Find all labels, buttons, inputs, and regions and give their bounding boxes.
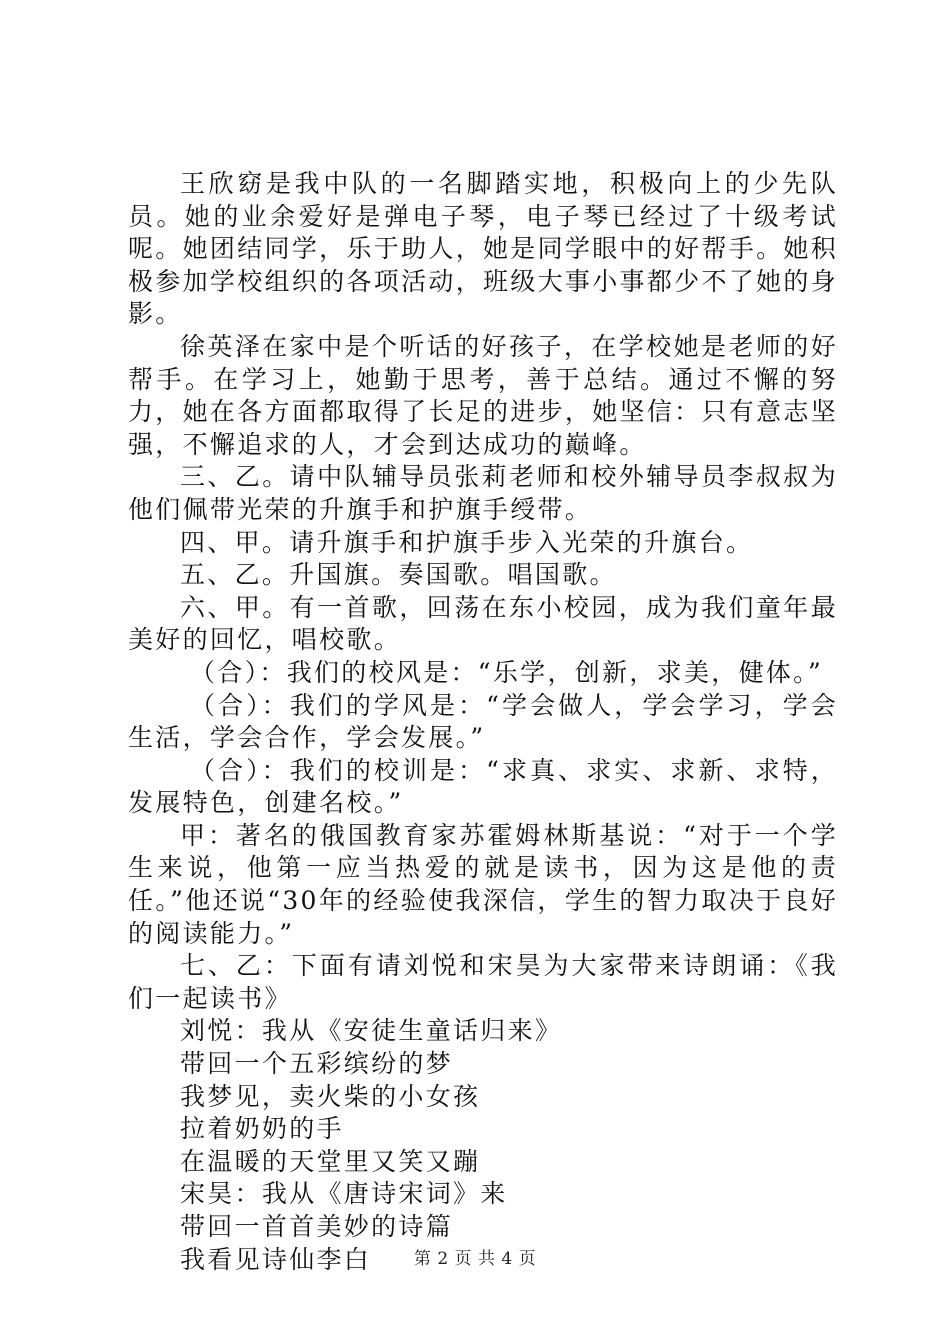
paragraph-step-seven: 七、乙：下面有请刘悦和宋昊为大家带来诗朗诵：《我们一起读书》 [128,951,838,1013]
poem-line: 带回一个五彩缤纷的梦 [180,1049,454,1079]
paragraph-step-four: 四、甲。请升旗手和护旗手步入光荣的升旗台。 [180,527,754,557]
poem-line: 我看见诗仙李白 [180,1244,372,1274]
paragraph-study-style: （合）：我们的学风是：“学会做人，学会学习，学会生活，学会合作，学会发展。” [128,690,838,753]
poem-line: 我梦见，卖火柴的小女孩 [180,1081,481,1111]
document-body [128,168,838,1276]
paragraph-school-motto-style: （合）：我们的校风是：“乐学，创新，求美，健体。” [190,657,824,687]
page-footer: 第 2 页 共 4 页 [413,1249,537,1269]
paragraph-wang-xinyao: 王欣窈是我中队的一名脚踏实地，积极向上的少先队员。她的业余爱好是弹电子琴，电子琴已经过了十级考试呢。她团结同学，乐于助人，她是同学眼中的好帮手。她积极参加学校组织的各项活动，班级大事小事都少不了她的身影。 [128,169,838,329]
paragraph-step-five: 五、乙。升国旗。奏国歌。唱国歌。 [180,560,617,590]
paragraph-xu-yingze: 徐英泽在家中是个听话的好孩子，在学校她是老师的好帮手。在学习上，她勤于思考，善于总结。通过不懈的努力，她在各方面都取得了长足的进步，她坚信：只有意志坚强，不懈追求的人，才会到达成功的巅峰。 [128,331,838,459]
paragraph-step-six: 六、甲。有一首歌，回荡在东小校园，成为我们童年最美好的回忆，唱校歌。 [128,592,838,655]
paragraph-step-three: 三、乙。请中队辅导员张莉老师和校外辅导员李叔叔为他们佩带光荣的升旗手和护旗手绶带。 [128,462,838,524]
poem-line: 拉着奶奶的手 [180,1114,344,1144]
poem-line: 宋昊：我从《唐诗宋词》来 [180,1179,508,1209]
poem-line: 带回一首首美妙的诗篇 [180,1212,454,1241]
paragraph-quote-sukhomlinsky: 甲：著名的俄国教育家苏霍姆林斯基说：“对于一个学生来说，他第一应当热爱的就是读书，因为这是他的责任。”他还说“30年的经验使我深信，学生的智力取决于良好的阅读能力。” [128,820,838,948]
poem-line: 刘悦：我从《安徒生童话归来》 [180,1016,563,1046]
paragraph-school-motto: （合）：我们的校训是：“求真、求实、求新、求特，发展特色，创建名校。” [128,755,838,818]
poem-line: 在温暖的天堂里又笑又蹦 [180,1146,481,1176]
